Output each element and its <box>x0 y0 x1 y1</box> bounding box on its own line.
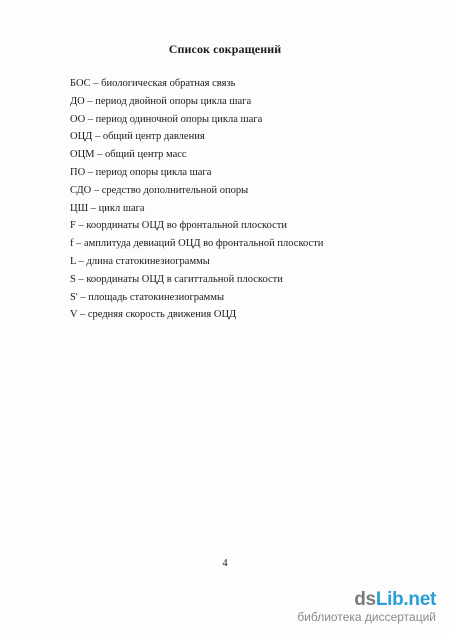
abbreviation-item: СДО – средство дополнительной опоры <box>70 184 249 196</box>
watermark-logo <box>297 590 436 610</box>
page-number: 4 <box>222 558 228 569</box>
abbreviation-item: ОО – период одиночной опоры цикла шага <box>70 113 263 125</box>
abbreviation-item: ЦШ – цикл шага <box>70 202 145 214</box>
watermark-subtitle: библиотека диссертаций <box>297 610 436 624</box>
abbreviation-item: ДО – период двойной опоры цикла шага <box>70 95 252 107</box>
abbreviation-item: ОЦД – общий центр давления <box>70 131 205 143</box>
abbreviation-list <box>70 75 323 324</box>
abbreviation-item: f – амплитуда девиаций ОЦД во фронтальной плоскости <box>70 238 324 250</box>
abbreviation-item: L – длина статокинезиограммы <box>70 255 210 267</box>
watermark <box>297 590 436 625</box>
watermark-logo-ds: ds <box>354 589 376 610</box>
abbreviation-item: V – средняя скорость движения ОЦД <box>70 309 237 321</box>
abbreviation-item: ПО – период опоры цикла шага <box>70 166 212 178</box>
page-title: Список сокращений <box>168 42 282 56</box>
abbreviation-item: ОЦМ – общий центр масс <box>70 149 187 161</box>
abbreviation-item: S – координаты ОЦД в сагиттальной плоскости <box>70 273 283 285</box>
abbreviation-item: S' – площадь статокинезиограммы <box>70 291 225 303</box>
watermark-logo-lib: Lib.net <box>375 589 436 610</box>
abbreviation-item: БОС – биологическая обратная связь <box>70 78 236 89</box>
abbreviation-item: F – координаты ОЦД во фронтальной плоскости <box>70 220 287 232</box>
